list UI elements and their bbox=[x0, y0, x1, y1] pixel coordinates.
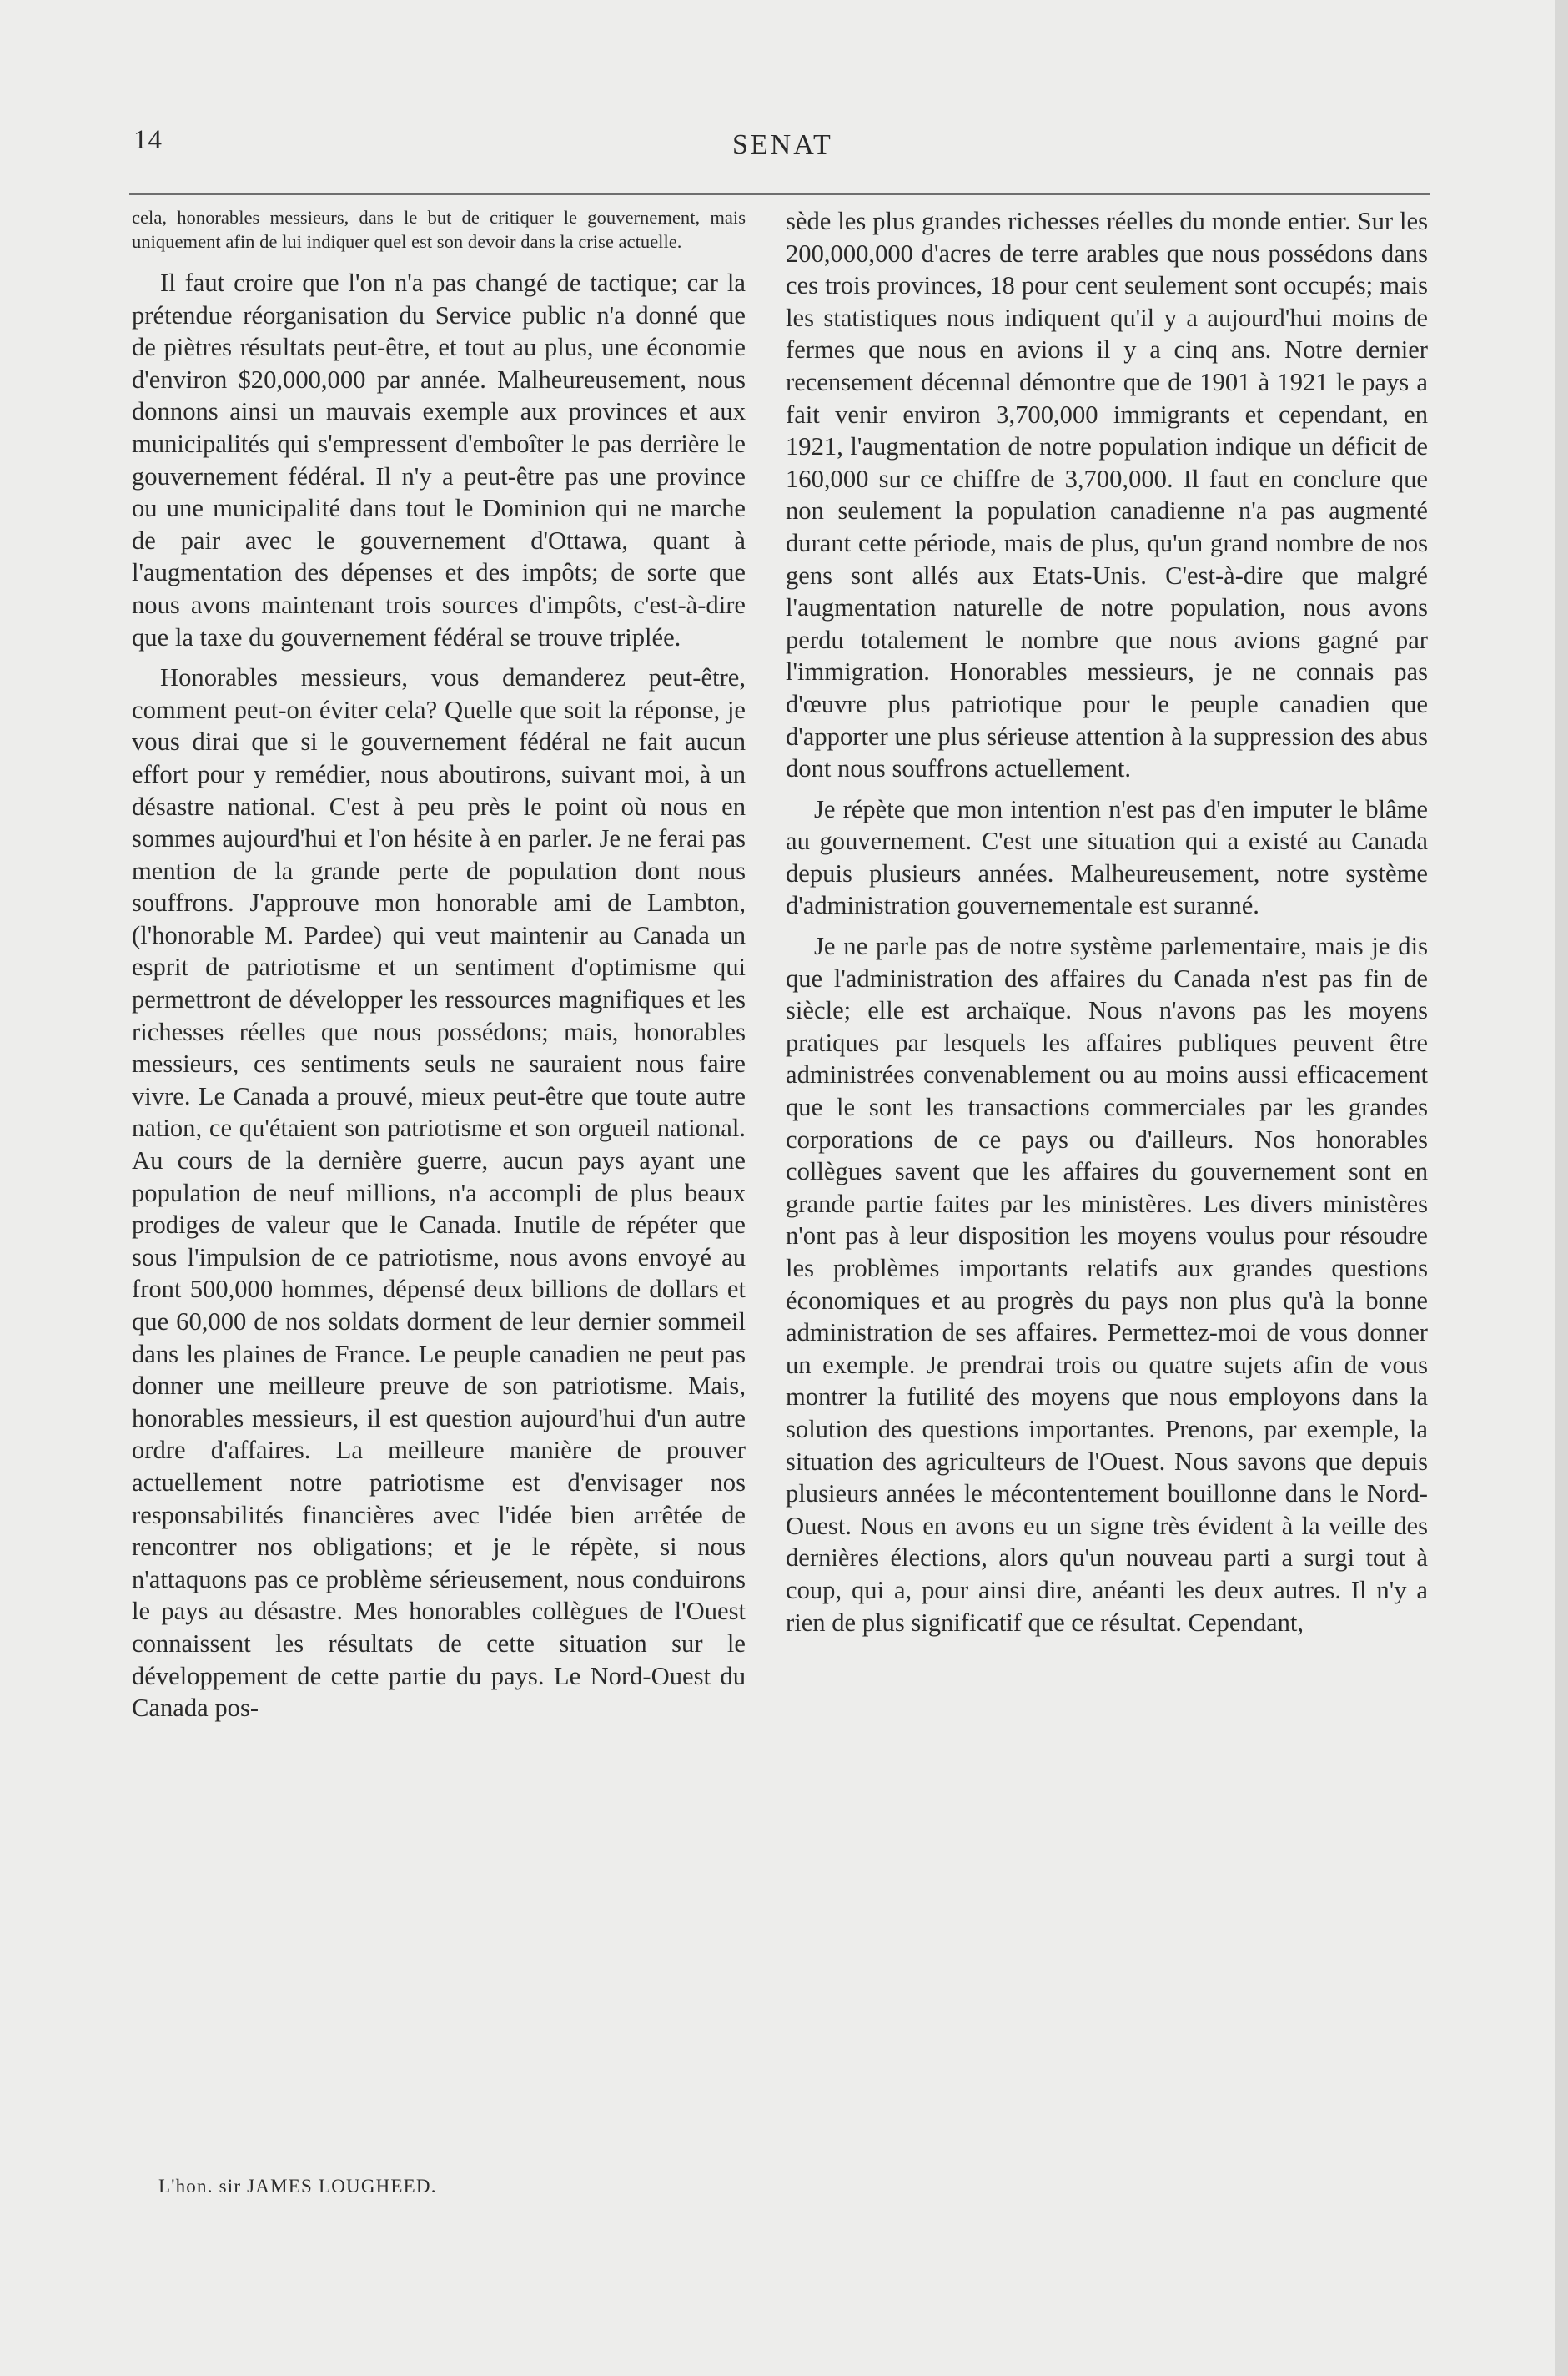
body-paragraph: Je répète que mon intention n'est pas d'en imputer le blâme au gouvernement. C'est une situation qui a existé au Canada depuis plusieurs années. Malheureusement, notre système d'administration gouvernementale est suranné. bbox=[786, 794, 1428, 920]
body-paragraph: Honorables messieurs, vous demanderez peut-être, comment peut-on éviter cela? Quelle que soit la réponse, je vous dirai que si le gouvernement fédéral ne fait aucun effort pour y remédier, nous aboutirons, suivant moi, à un désastre national. C'est à peu près le point où nous en sommes aujourd'hui et l'on hésite à en parler. Je ne ferai pas mention de la grande perte de population dont nous souffrons. J'approuve mon honorable ami de Lambton, (l'honorable M. Pardee) qui veut maintenir au Canada un esprit de patriotisme et un sentiment d'optimisme qui permettront de développer les ressources magnifiques et les richesses réelles que nous possédons; mais, honorables messieurs, ces sentiments seuls ne sauraient nous faire vivre. Le Canada a prouvé, mieux peut-être que toute autre nation, ce qu'étaient son patriotisme et son orgueil national. Au cours de la dernière guerre, aucun pays ayant une population de neuf millions, n'a accompli de plus beaux prodiges de valeur que le Canada. Inutile de répéter que sous l'impulsion de ce patriotisme, nous avons envoyé au front 500,000 hommes, dépensé deux billions de dollars et que 60,000 de nos soldats dorment de leur dernier sommeil dans les plaines de France. Le peuple canadien ne peut pas donner une meilleure preuve de son patriotisme. Mais, honorables messieurs, il est question aujourd'hui d'un autre ordre d'affaires. La meilleure manière de prouver actuellement notre patriotisme est d'envisager nos responsabilités financières avec l'idée bien arrêtée de rencontrer nos obligations; et je le répète, si nous n'attaquons pas ce problème sérieusement, nous conduirons le pays au désastre. Mes honorables collègues de l'Ouest connaissent les résultats de cette situation sur le développement de cette partie du pays. Le Nord-Ouest du Canada pos- bbox=[132, 663, 746, 1723]
header-rule bbox=[129, 193, 1430, 195]
running-head: SENAT bbox=[732, 129, 833, 160]
body-paragraph: Je ne parle pas de notre système parlementaire, mais je dis que l'administration des affaires du Canada n'est pas fin de siècle; elle est archaïque. Nous n'avons pas les moyens pratiques par lesquels les affaires publiques peuvent être administrées convenablement ou au moins aussi efficacement que le sont les transactions commerciales par les grandes corporations de ce pays ou d'ailleurs. Nos honorables collègues savent que les affaires du gouvernement sont en grande partie faites par les ministères. Les divers ministères n'ont pas à leur disposition les moyens voulus pour résoudre les problèmes importants relatifs aux grandes questions économiques et au progrès du pays non plus qu'à la bonne administration de ses affaires. Permettez-moi de vous donner un exemple. Je prendrai trois ou quatre sujets afin de vous montrer la futilité des moyens que nous employons dans la solution des questions importantes. Prenons, par exemple, la situation des agriculteurs de l'Ouest. Nous savons que depuis plusieurs années le mécontentement bouillonne dans le Nord-Ouest. Nous en avons eu un signe très évident à la veille des dernières élections, alors qu'un nouveau parti a surgi tout à coup, qui a, pour ainsi dire, anéanti les deux autres. Il n'y a rien de plus significatif que ce résultat. Cependant, bbox=[786, 932, 1428, 1637]
quoted-passage: cela, honorables messieurs, dans le but de critiquer le gouvernement, mais uniquement afin de lui indiquer quel est son devoir dans la crise actuelle. bbox=[132, 207, 746, 252]
speaker-footer: L'hon. sir JAMES LOUGHEED. bbox=[158, 2176, 437, 2197]
body-paragraph: sède les plus grandes richesses réelles du monde entier. Sur les 200,000,000 d'acres de terre arables que nous possédons dans ces trois provinces, 18 pour cent seulement sont occupés; mais les statistiques nous indiquent qu'il y a aujourd'hui moins de fermes que nous en avions il y a cinq ans. Notre dernier recensement décennal démontre que de 1901 à 1921 le pays a fait venir environ 3,700,000 immigrants et cependant, en 1921, l'augmentation de notre population indique un déficit de 160,000 sur ce chiffre de 3,700,000. Il faut en conclure que non seulement la population canadienne n'a pas augmenté durant cette période, mais de plus, qu'un grand nombre de nos gens sont allés aux Etats-Unis. C'est-à-dire que malgré l'augmentation naturelle de notre population, nous avons perdu totalement le nombre que nous avions gagné par l'immigration. Honorables messieurs, je ne connais pas d'œuvre plus patriotique pour le peuple canadien que d'apporter une plus sérieuse attention à la suppression des abus dont nous souffrons actuellement. bbox=[786, 207, 1428, 783]
page-edge-shadow bbox=[1555, 0, 1568, 2376]
right-column bbox=[786, 205, 1428, 1647]
body-paragraph: Il faut croire que l'on n'a pas changé de tactique; car la prétendue réorganisation du Service public n'a donné que de piètres résultats peut-être, et tout au plus, une économie d'environ $20,000,000 par année. Malheureusement, nous donnons ainsi un mauvais exemple aux provinces et aux municipalités qui s'empressent d'emboîter le pas derrière le gouvernement fédéral. Il n'y a peut-être pas une province ou une municipalité dans tout le Dominion qui ne marche de pair avec le gouvernement d'Ottawa, quant à l'augmentation des dépenses et des impôts; de sorte que nous avons maintenant trois sources d'impôts, c'est-à-dire que la taxe du gouvernement fédéral se trouve triplée. bbox=[132, 269, 746, 652]
page-number: 14 bbox=[133, 125, 163, 155]
left-column bbox=[132, 205, 746, 1733]
